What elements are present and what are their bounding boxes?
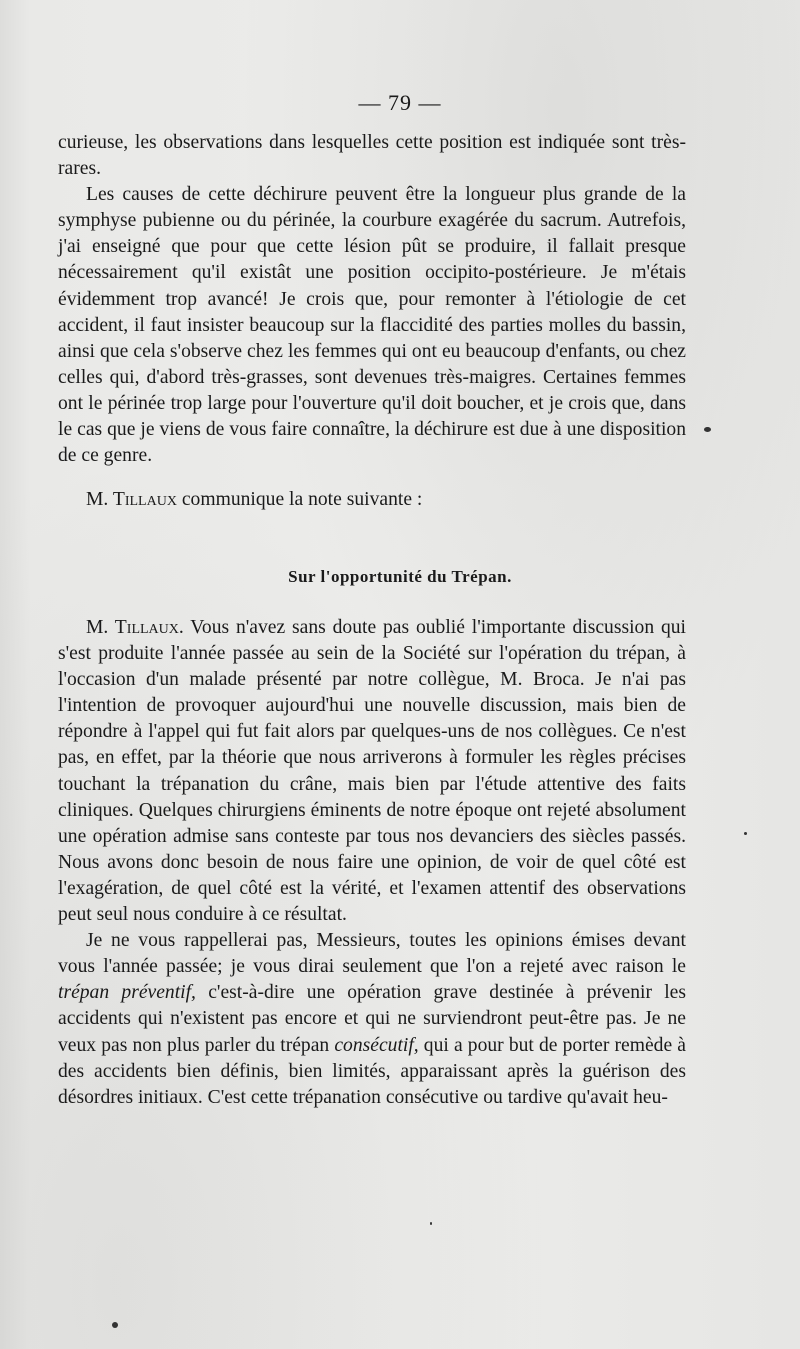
term-trepan-preventif: trépan préventif, [58,982,196,1004]
speaker-name: M. Tillaux. [86,617,184,638]
term-consecutif: consécutif, [334,1034,419,1056]
ink-speck [430,1222,432,1225]
section-title: Sur l'opportunité du Trépan. [288,567,512,586]
communication-line [58,487,686,513]
paragraph-text-part: c'est-à-dire une opération grave destinée à prévenir les accidents qui n'existent pas encore et qui ne surviendront peut-être pas. Je ne veux pas non plus parler du trépan [58,982,687,1056]
upper-text-block [58,130,686,513]
ink-speck [744,832,747,835]
paragraph-trepan-types [58,928,686,1111]
paragraph-text-part: Je ne vous rappellerai pas, Messieurs, toutes les opinions émises devant vous l'année passée; je vous dirai seulement que l'on a rejeté avec raison le [58,930,686,978]
paragraph-trepan-intro [58,615,686,928]
communication-text: communique la note suivante : [181,489,423,511]
page-number: — 79 — [358,90,442,115]
ink-speck [112,1322,118,1328]
speaker-name: M. Tillaux [86,489,177,511]
paragraph-text-part: qui a pour but de porter remède à des accidents bien définis, bien limités, apparaissant après la guérison des désordres initiaux. C'est cette trépanation consécutive ou tardive qu'avait heu- [58,1034,686,1108]
lower-text-block [58,615,686,1111]
ink-speck [704,427,711,432]
paragraph-continuation: curieuse, les observations dans lesquelles cette position est indiquée sont très-rares. [58,132,686,180]
paragraph-trepan-intro-text: Vous n'avez sans doute pas oublié l'importante discussion qui s'est produite l'année passée au sein de la Société sur l'opération du trépan, à l'occasion d'un malade présenté par notre collègue, M. Broca. Je n'ai pas l'intention de provoquer aujourd'hui une nouvelle discussion, mais bien de répondre à l'appel qui fut fait alors par quelques-uns de nos collègues. Ce n'est pas, en effet, par la théorie que nous arriverons à formuler les règles précises touchant la trépanation du crâne, mais bien par l'étude attentive des faits cliniques. Quelques chirurgiens éminents de notre époque ont rejeté absolument une opération admise sans conteste par tous nos devanciers des siècles passés. Nous avons donc besoin de nous faire une opinion, de voir de quel côté est l'exagération, de quel côté est la vérité, et l'examen attentif des observations peut seul nous conduire à ce résultat. [58,617,686,926]
paragraph-causes: Les causes de cette déchirure peuvent être la longueur plus grande de la symphyse pubienne ou du périnée, la courbure exagérée du sacrum. Autrefois, j'ai enseigné que pour que cette lésion pût se produire, il fallait presque nécessairement qu'il existât une position occipito-postérieure. Je m'étais évidemment trop avancé! Je crois que, pour remonter à l'étiologie de cet accident, il faut insister beaucoup sur la flaccidité des parties molles du bassin, ainsi que cela s'observe chez les femmes qui ont eu beaucoup d'enfants, ou chez celles qui, d'abord très-grasses, sont devenues très-maigres. Certaines femmes ont le périnée trop large pour l'ouverture qu'il doit boucher, et je crois que, dans le cas que je viens de vous faire connaître, la déchirure est due à une disposition de ce genre. [58,184,686,467]
